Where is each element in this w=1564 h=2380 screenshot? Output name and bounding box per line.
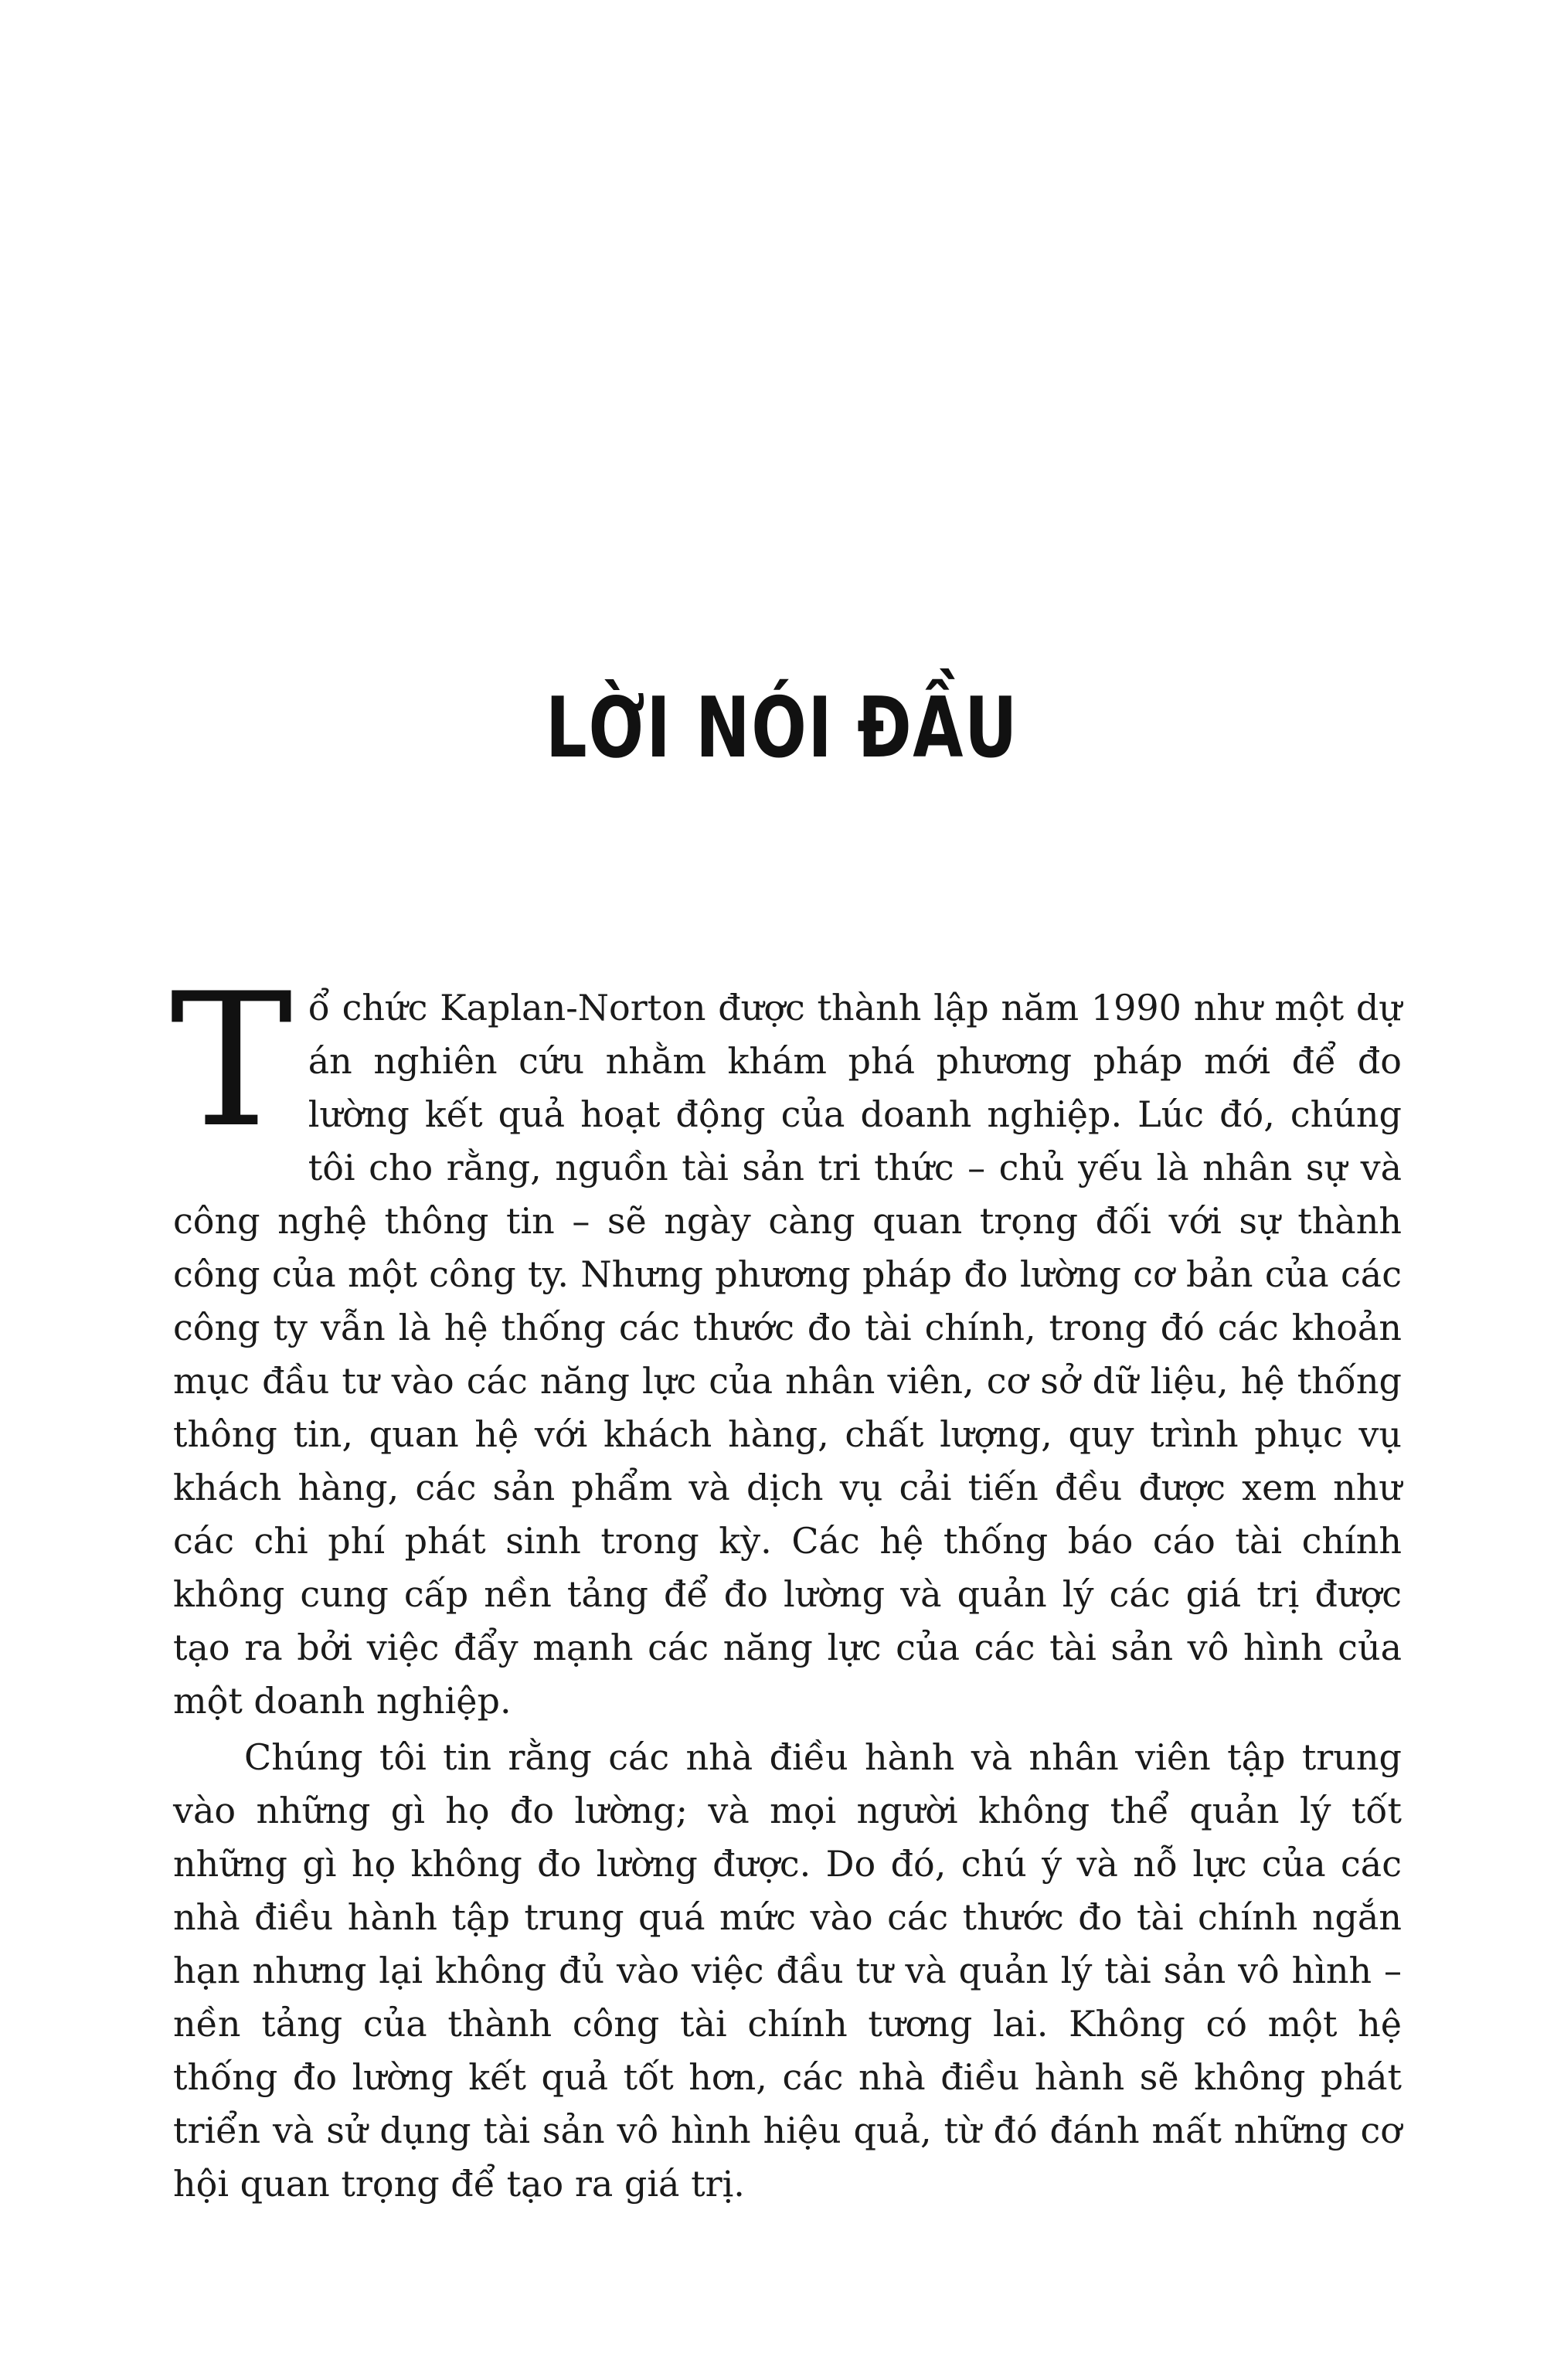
paragraph-second: Chúng tôi tin rằng các nhà điều hành và nhân viên tập trung vào những gì họ đo lường; và mọi người không thể quản lý tốt những gì họ không đo lường được. Do đó, chú ý và nỗ lực của các nhà điều hành tập trung quá mức vào các thước đo tài chính ngắn hạn nhưng lại không đủ vào việc đầu tư và quản lý tài sản vô hình – nền tảng của thành công tài chính tương lai. Không có một hệ thống đo lường kết quả tốt hơn, các nhà điều hành sẽ không phát triển và sử dụng tài sản vô hình hiệu quả, từ đó đánh mất những cơ hội quan trọng để tạo ra giá trị.	[173, 1736, 1402, 2205]
chapter-title: LỜI NÓI ĐẦU	[545, 680, 1019, 777]
paragraph-first-text: ổ chức Kaplan-Norton được thành lập năm 1990 như một dự án nghiên cứu nhằm khám phá phương pháp mới để đo lường kết quả hoạt động của doanh nghiệp. Lúc đó, chúng tôi cho rằng, nguồn tài sản tri thức – chủ yếu là nhân sự và công nghệ thông tin – sẽ ngày càng quan trọng đối với sự thành công của một công ty. Nhưng phương pháp đo lường cơ bản của các công ty vẫn là hệ thống các thước đo tài chính, trong đó các khoản mục đầu tư vào các năng lực của nhân viên, cơ sở dữ liệu, hệ thống thông tin, quan hệ với khách hàng, chất lượng, quy trình phục vụ khách hàng, các sản phẩm và dịch vụ cải tiến đều được xem như các chi phí phát sinh trong kỳ. Các hệ thống báo cáo tài chính không cung cấp nền tảng để đo lường và quản lý các giá trị được tạo ra bởi việc đẩy mạnh các năng lực của các tài sản vô hình của một doanh nghiệp.	[173, 987, 1402, 1722]
drop-cap: T	[170, 954, 293, 1168]
body-text	[170, 954, 1402, 2211]
paragraph-first	[170, 954, 1402, 1728]
